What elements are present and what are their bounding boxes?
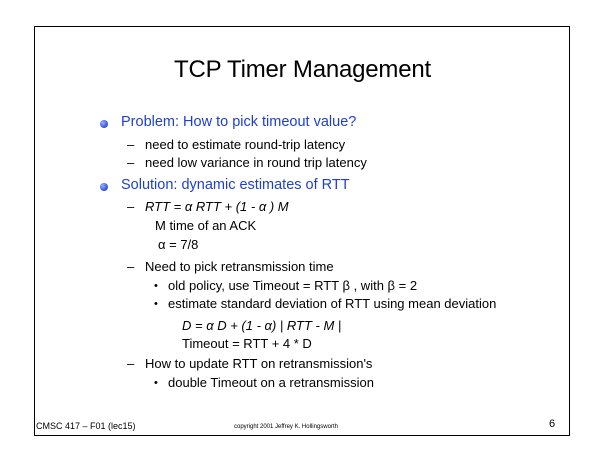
sub-sub-item-double-timeout: double Timeout on a retransmission bbox=[168, 375, 374, 390]
sub-sub-item-std-deviation: estimate standard deviation of RTT using mean deviation bbox=[168, 296, 497, 311]
definition-m: M time of an ACK bbox=[155, 218, 257, 233]
small-bullet-icon: • bbox=[154, 280, 158, 292]
sub-item-low-variance: need low variance in round trip latency bbox=[145, 155, 367, 170]
formula-timeout: Timeout = RTT + 4 * D bbox=[182, 336, 312, 351]
page-number: 6 bbox=[549, 418, 556, 430]
small-bullet-icon: • bbox=[154, 377, 158, 389]
formula-deviation: D = α D + (1 - α) | RTT - M | bbox=[182, 318, 342, 333]
dash-icon: – bbox=[127, 356, 135, 371]
sub-item-retransmission-time: Need to pick retransmission time bbox=[145, 259, 334, 274]
formula-rtt: RTT = α RTT + (1 - α ) M bbox=[145, 199, 289, 214]
small-bullet-icon: • bbox=[154, 298, 158, 310]
dash-icon: – bbox=[127, 155, 135, 170]
dash-icon: – bbox=[127, 137, 135, 152]
footer-course: CMSC 417 – F01 (lec15) bbox=[36, 421, 136, 431]
sub-item-update-rtt: How to update RTT on retransmission's bbox=[145, 356, 373, 371]
slide-title: TCP Timer Management bbox=[174, 56, 431, 83]
sub-sub-item-old-policy: old policy, use Timeout = RTT β , with β = 2 bbox=[168, 278, 418, 293]
bullet-dot-icon bbox=[100, 183, 108, 191]
definition-alpha: α = 7/8 bbox=[158, 237, 199, 252]
bullet-solution: Solution: dynamic estimates of RTT bbox=[121, 177, 350, 193]
bullet-dot-icon bbox=[100, 120, 108, 128]
dash-icon: – bbox=[127, 259, 135, 274]
bullet-problem: Problem: How to pick timeout value? bbox=[121, 114, 357, 130]
footer-copyright: copyright 2001 Jeffrey K. Hollingsworth bbox=[234, 424, 338, 430]
sub-item-estimate-latency: need to estimate round-trip latency bbox=[145, 137, 346, 152]
dash-icon: – bbox=[127, 199, 135, 214]
